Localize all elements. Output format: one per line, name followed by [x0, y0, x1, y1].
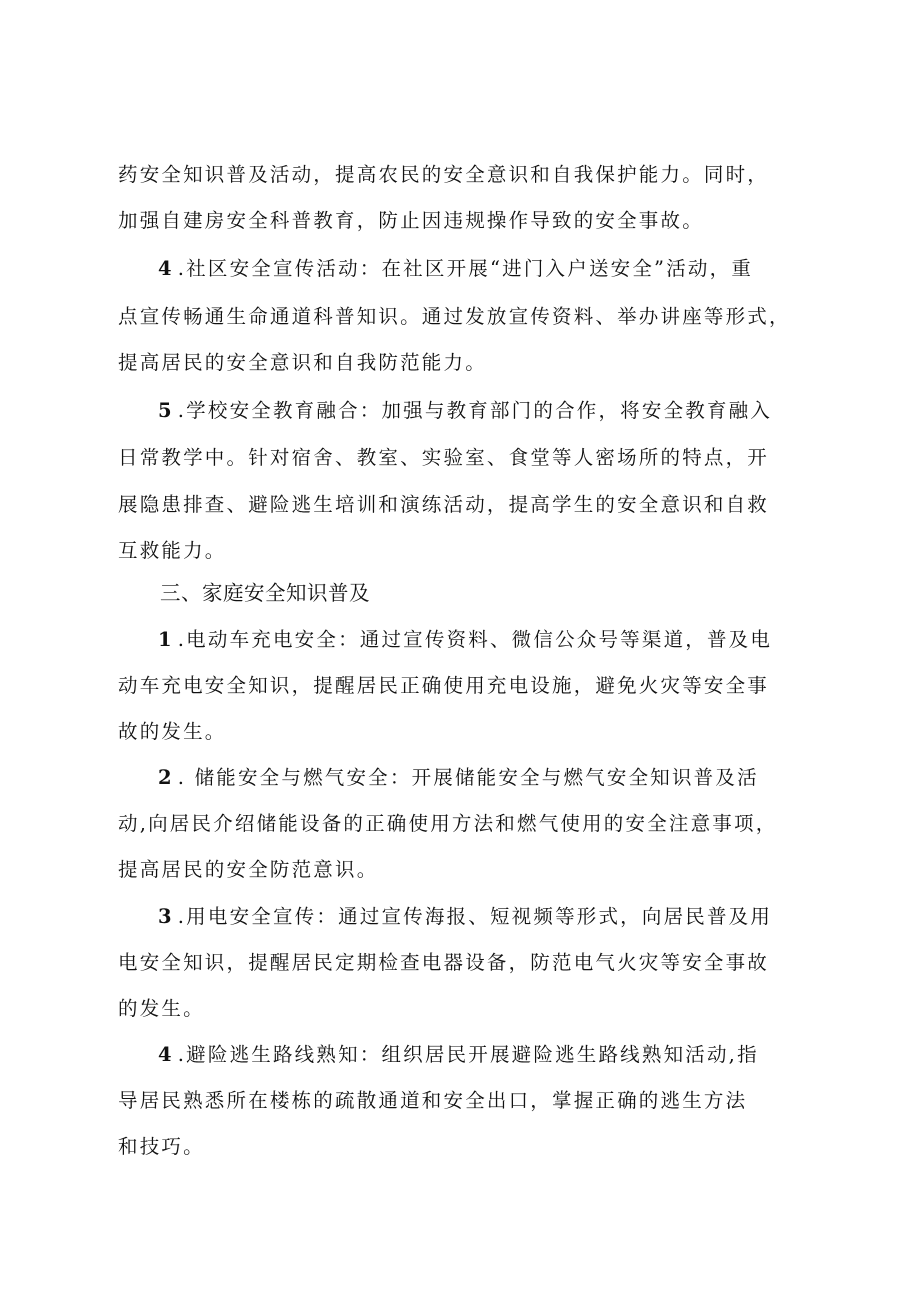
section-heading: 三、家庭安全知识普及 — [160, 581, 370, 605]
paragraph-line: 提高居民的安全意识和自我防范能力。 — [118, 351, 487, 374]
paragraph-line: 加强自建房安全科普教育，防止因违规操作导致的安全事故。 — [118, 209, 704, 232]
paragraph-text: .避险逃生路线熟知：组织居民开展避险逃生路线熟知活动,指 — [177, 1043, 759, 1066]
paragraph-line: 故的发生。 — [118, 720, 227, 743]
paragraph-line: 互救能力。 — [118, 539, 227, 562]
list-item-4b-line-1 — [158, 1040, 858, 1070]
paragraph-text: . 储能安全与燃气安全：开展储能安全与燃气安全知识普及活 — [177, 766, 759, 789]
paragraph-text: .用电安全宣传：通过宣传海报、短视频等形式，向居民普及用 — [177, 905, 773, 928]
paragraph-line: 导居民熟悉所在楼栋的疏散通道和安全出口，掌握正确的逃生方法 — [118, 1089, 748, 1112]
list-item-1-line-1 — [158, 625, 858, 655]
list-item-3-line-1 — [158, 902, 858, 932]
paragraph-line: 电安全知识，提醒居民定期检查电器设备，防范电气火灾等安全事故 — [118, 951, 770, 974]
item-number: 2 — [158, 766, 174, 789]
list-item-5-line-1 — [158, 396, 858, 426]
item-number: 4 — [158, 1043, 174, 1066]
paragraph-line: 展隐患排查、避险逃生培训和演练活动，提高学生的安全意识和自救 — [118, 493, 770, 516]
paragraph-line: 日常教学中。针对宿舍、教室、实验室、食堂等人密场所的特点，开 — [118, 446, 770, 469]
paragraph-text: .电动车充电安全：通过宣传资料、微信公众号等渠道，普及电 — [177, 628, 773, 651]
paragraph-line: 的发生。 — [118, 997, 205, 1020]
paragraph-line: 动车充电安全知识，提醒居民正确使用充电设施，避免火灾等安全事 — [118, 674, 770, 697]
item-number: 1 — [158, 628, 174, 651]
paragraph-line: 点宣传畅通生命通道科普知识。通过发放宣传资料、举办讲座等形式， — [118, 305, 791, 328]
paragraph-line: 药安全知识普及活动，提高农民的安全意识和自我保护能力。同时， — [118, 163, 770, 186]
paragraph-line: 动,向居民介绍储能设备的正确使用方法和燃气使用的安全注意事项， — [118, 812, 778, 835]
item-number: 3 — [158, 905, 174, 928]
paragraph-line: 提高居民的安全防范意识。 — [118, 858, 379, 881]
item-number: 5 — [158, 399, 174, 422]
list-item-2-line-1 — [158, 763, 858, 793]
paragraph-text: .社区安全宣传活动：在社区开展“进门入户送安全”活动，重 — [177, 257, 754, 280]
paragraph-text: .学校安全教育融合：加强与教育部门的合作，将安全教育融入 — [177, 399, 773, 422]
list-item-4-line-1 — [158, 254, 858, 284]
paragraph-line: 和技巧。 — [118, 1135, 205, 1158]
item-number: 4 — [158, 257, 174, 280]
